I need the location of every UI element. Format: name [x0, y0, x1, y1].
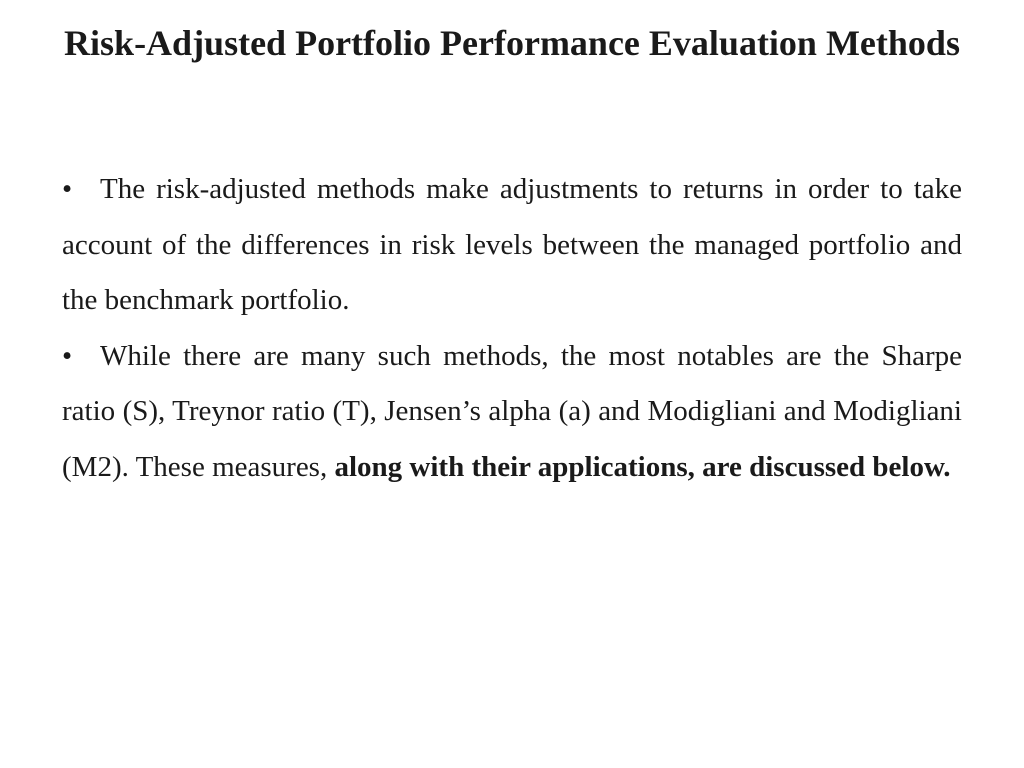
bullet-paragraph-2 — [62, 329, 962, 496]
bullet-list — [62, 162, 962, 495]
bullet-icon: • — [62, 339, 73, 372]
bullet-1-text: The risk-adjusted methods make adjustments to returns in order to take account of the differences in risk levels between the managed portfolio and the benchmark portfolio. — [62, 173, 962, 316]
bullet-paragraph-1 — [62, 162, 962, 329]
bullet-2-bold-text: along with their applications, are discussed below. — [334, 450, 951, 483]
bullet-2-text: While there are many such methods, the most notables are the Sharpe ratio (S), Treynor ratio (T), Jensen’s alpha (a) and Modigliani and Modigliani (M2). These measures, — [62, 339, 962, 483]
bullet-icon: • — [62, 173, 73, 205]
slide-title: Risk-Adjusted Portfolio Performance Evaluation Methods — [64, 23, 960, 63]
